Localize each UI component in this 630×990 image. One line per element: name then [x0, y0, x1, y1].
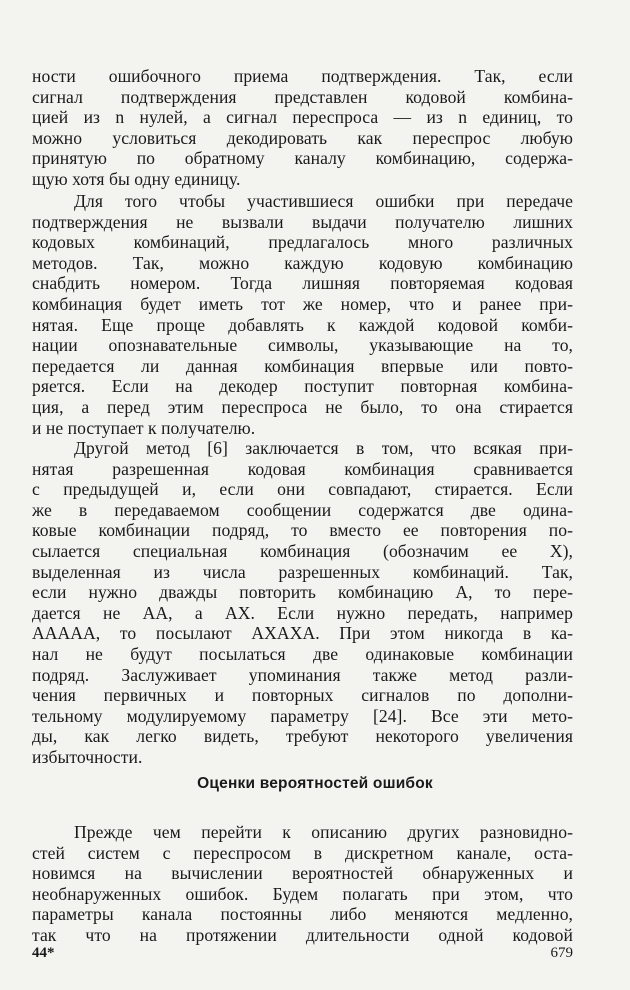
text-line: кодовых комбинаций, предлагалось много различных [32, 232, 573, 253]
paragraph-continuation [32, 66, 573, 190]
text-line: снабдить номером. Тогда лишняя повторяемая кодовая [32, 273, 573, 294]
text-line: ковые комбинации подряд, то вместо ее повторения по- [32, 520, 573, 541]
text-line: необнаруженных ошибок. Будем полагать при этом, что [32, 883, 573, 904]
page-number: 679 [550, 945, 573, 961]
text-line: Для того чтобы участившиеся ошибки при передаче [74, 191, 573, 211]
text-line: ция, а перед этим переспроса не было, то она стирается [32, 396, 573, 417]
text-line: сылается специальная комбинация (обозначим ее X), [32, 540, 573, 561]
text-line: ряется. Если на декодер поступит повторная комбина- [32, 376, 573, 397]
text-line: избыточности. [32, 746, 143, 767]
text-line: нятая разрешенная кодовая комбинация сравнивается [32, 458, 573, 479]
text-line: Другой метод [6] заключается в том, что всякая при- [74, 438, 573, 458]
text-line: AAAAA, то посылают AXAXA. При этом никогда в ка- [32, 623, 573, 644]
text-line: если нужно дважды повторить комбинацию A, то пере- [32, 582, 573, 603]
text-line: сигнал подтверждения представлен кодовой комбина- [32, 86, 573, 107]
text-line: параметры канала постоянны либо меняются медленно, [32, 904, 573, 925]
paragraph-error-estimates [32, 822, 573, 946]
text-line: нятая. Еще проще добавлять к каждой кодовой комби- [32, 314, 573, 335]
signature-mark: 44* [32, 945, 55, 961]
text-line: так что на протяжении длительности одной кодовой [32, 924, 573, 945]
text-line: Прежде чем перейти к описанию других разновидно- [74, 822, 573, 842]
text-line: новимся на вычислении вероятностей обнаруженных и [32, 863, 573, 884]
text-line: ности ошибочного приема подтверждения. Так, если [32, 66, 573, 86]
paragraph-duplicate-prevention [32, 191, 573, 438]
text-line: с предыдущей и, если они совпадают, стирается. Если [32, 479, 573, 500]
text-line: выделенная из числа разрешенных комбинаций. Так, [32, 561, 573, 582]
text-line: щую хотя бы одну единицу. [32, 168, 241, 189]
paragraph-other-method [32, 438, 573, 768]
text-line: стей систем с переспросом в дискретном канале, оста- [32, 842, 573, 863]
text-line: подтверждения не вызвали выдачи получателю лишних [32, 211, 573, 232]
text-line: тельному модулируемому параметру [24]. Все эти мето- [32, 705, 573, 726]
text-line: дается не AA, а AX. Если нужно передать, например [32, 602, 573, 623]
text-line: комбинация будет иметь тот же номер, что и ранее при- [32, 293, 573, 314]
text-line: нал не будут посылаться две одинаковые комбинации [32, 643, 573, 664]
text-line: и не поступает к получателю. [32, 417, 256, 438]
section-heading: Оценки вероятностей ошибок [197, 775, 433, 792]
text-line: ды, как легко видеть, требуют некоторого увеличения [32, 726, 573, 747]
text-line: нации опознавательные символы, указывающие на то, [32, 335, 573, 356]
text-line: цией из n нулей, а сигнал переспроса — из n единиц, то [32, 107, 573, 128]
text-line: подряд. Заслуживает упоминания также метод разли- [32, 664, 573, 685]
text-line: же в передаваемом сообщении содержатся две одина- [32, 499, 573, 520]
text-line: принятую по обратному каналу комбинацию, содержа- [32, 148, 573, 169]
text-line: методов. Так, можно каждую кодовую комбинацию [32, 252, 573, 273]
text-line: чения первичных и повторных сигналов по дополни- [32, 685, 573, 706]
text-line: передается ли данная комбинация впервые или повто- [32, 355, 573, 376]
text-line: можно условиться декодировать как переспрос любую [32, 127, 573, 148]
